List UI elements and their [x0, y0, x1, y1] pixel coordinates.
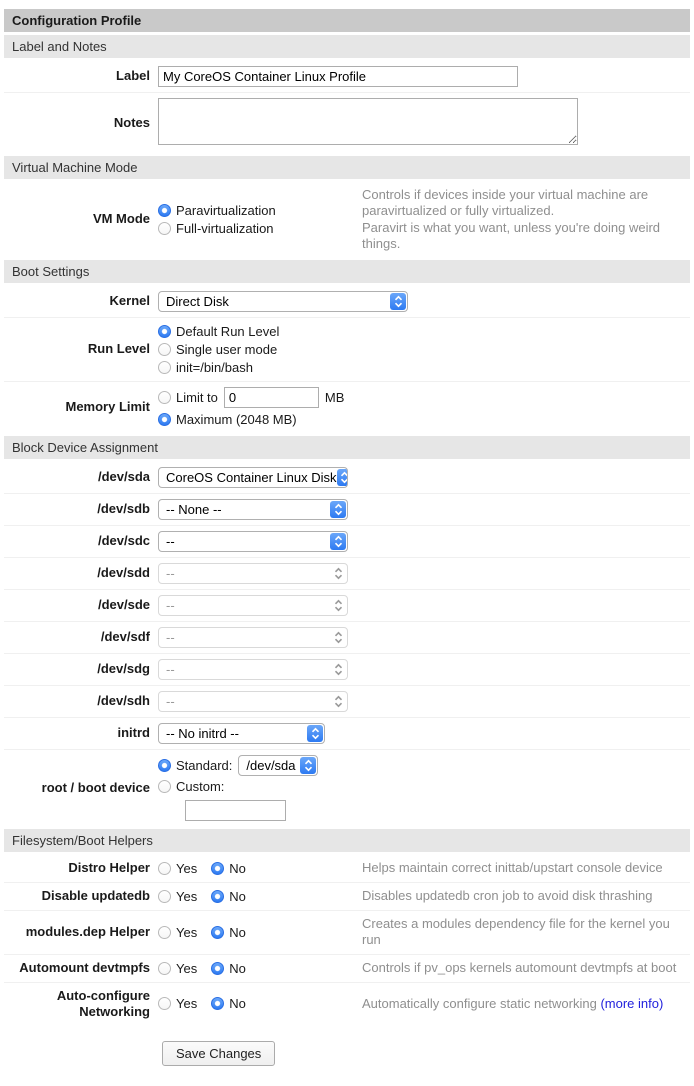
select-stepper-icon: [330, 565, 346, 582]
radio-label: Custom:: [176, 779, 225, 794]
helper-row-automount-devtmpfs: [4, 954, 690, 982]
root-standard-select-value: /dev/sda: [246, 758, 296, 773]
select-stepper-icon: [330, 533, 346, 550]
radio-label: Maximum (2048 MB): [176, 412, 297, 427]
radio-selected-icon: [158, 413, 171, 426]
helper-help: [362, 996, 690, 1012]
dev-sde-select: [158, 595, 348, 616]
block-device-label: /dev/sdh: [97, 693, 150, 709]
block-device-row: [4, 462, 690, 493]
dev-sdg-select-value: --: [166, 662, 175, 677]
radio-selected-icon: [158, 759, 171, 772]
select-stepper-icon: [330, 629, 346, 646]
radio-label: Limit to: [176, 390, 218, 405]
vm-mode-help: [362, 187, 690, 252]
block-device-label: /dev/sdb: [97, 501, 150, 517]
memory-limit-row: [4, 381, 690, 433]
kernel-label: Kernel: [109, 293, 150, 309]
radio-selected-icon: [211, 862, 224, 875]
label-row: [4, 61, 690, 92]
radio-unselected-icon: [158, 222, 171, 235]
radio-full-virtualization[interactable]: [158, 220, 362, 237]
radio-unselected-icon: [158, 391, 171, 404]
vm-mode-label: VM Mode: [92, 211, 150, 227]
radio-label: Standard:: [176, 758, 233, 773]
select-stepper-icon: [330, 693, 346, 710]
memory-limit-input[interactable]: [224, 387, 319, 408]
vm-mode-help-line1: Controls if devices inside your virtual machine are paravirtualized or fully virtualized.: [362, 187, 649, 219]
radio-no[interactable]: [211, 995, 246, 1012]
select-stepper-icon: [307, 725, 323, 742]
radio-no[interactable]: [211, 924, 246, 941]
radio-label: No: [229, 996, 246, 1012]
radio-selected-icon: [211, 890, 224, 903]
dev-sda-select-value: CoreOS Container Linux Disk: [166, 470, 337, 485]
radio-single-user-mode[interactable]: [158, 341, 690, 358]
page-title: Configuration Profile: [4, 9, 690, 32]
radio-yes[interactable]: [158, 924, 197, 941]
label-field-label: Label: [116, 68, 150, 84]
radio-label: Yes: [176, 861, 198, 876]
radio-label: Single user mode: [176, 342, 278, 357]
block-device-label: /dev/sda: [97, 469, 150, 485]
select-stepper-icon: [337, 469, 348, 486]
vm-mode-row: [4, 182, 690, 257]
select-stepper-icon: [300, 757, 316, 774]
helper-label: Automount devtmpfs: [19, 959, 150, 975]
radio-selected-icon: [211, 962, 224, 975]
root-custom-input[interactable]: [185, 800, 286, 821]
block-device-row: [4, 493, 690, 525]
root-boot-device-row: [4, 749, 690, 826]
radio-unselected-icon: [158, 997, 171, 1010]
profile-label-input[interactable]: [158, 66, 518, 87]
radio-label: Yes: [176, 996, 198, 1012]
radio-label: Yes: [176, 924, 198, 940]
radio-default-run-level[interactable]: [158, 323, 690, 340]
helper-help: Creates a modules dependency file for the kernel you run: [362, 916, 670, 948]
block-device-row: [4, 653, 690, 685]
section-virtual-machine-mode: Virtual Machine Mode: [4, 156, 690, 179]
dev-sdc-select[interactable]: [158, 531, 348, 552]
radio-no[interactable]: [211, 860, 246, 877]
block-device-row: [4, 589, 690, 621]
section-block-device-assignment: Block Device Assignment: [4, 436, 690, 459]
section-boot-settings: Boot Settings: [4, 260, 690, 283]
radio-yes[interactable]: [158, 860, 197, 877]
block-device-label: /dev/sde: [97, 597, 150, 613]
radio-yes[interactable]: [158, 888, 197, 905]
block-device-row: [4, 557, 690, 589]
radio-no[interactable]: [211, 888, 246, 905]
initrd-label: initrd: [117, 725, 150, 741]
radio-label: No: [229, 889, 246, 904]
radio-selected-icon: [211, 926, 224, 939]
dev-sdd-select: [158, 563, 348, 584]
dev-sda-select[interactable]: [158, 467, 348, 488]
run-level-label: Run Level: [87, 341, 150, 357]
radio-unselected-icon: [158, 862, 171, 875]
dev-sdb-select[interactable]: [158, 499, 348, 520]
select-stepper-icon: [330, 661, 346, 678]
helper-help: Helps maintain correct inittab/upstart console device: [362, 860, 663, 876]
radio-label: init=/bin/bash: [176, 360, 253, 375]
vm-mode-help-line2: Paravirt is what you want, unless you're doing weird things.: [362, 219, 661, 251]
radio-unselected-icon: [158, 343, 171, 356]
run-level-row: [4, 317, 690, 381]
section-filesystem-boot-helpers: Filesystem/Boot Helpers: [4, 829, 690, 852]
root-boot-device-label: root / boot device: [41, 779, 150, 795]
block-device-label: /dev/sdg: [97, 661, 150, 677]
memory-unit-label: MB: [324, 390, 345, 405]
radio-root-custom[interactable]: [158, 778, 690, 795]
kernel-row: [4, 286, 690, 317]
helper-help: Controls if pv_ops kernels automount devtmpfs at boot: [362, 959, 677, 975]
block-device-row: [4, 685, 690, 717]
radio-label: No: [229, 960, 246, 976]
radio-label: Full-virtualization: [176, 221, 274, 236]
helper-label: modules.dep Helper: [25, 924, 150, 940]
dev-sdf-select: [158, 627, 348, 648]
radio-unselected-icon: [158, 780, 171, 793]
radio-selected-icon: [158, 325, 171, 338]
dev-sdh-select-value: --: [166, 694, 175, 709]
radio-init-bin-bash[interactable]: [158, 359, 690, 376]
radio-memory-maximum[interactable]: [158, 411, 690, 428]
select-stepper-icon: [330, 501, 346, 518]
radio-label: No: [229, 924, 246, 940]
block-device-label: /dev/sdc: [97, 533, 150, 549]
notes-field-label: Notes: [113, 114, 150, 130]
more-info-link[interactable]: (more info): [600, 995, 664, 1011]
notes-row: [4, 92, 690, 153]
initrd-select-value: -- No initrd --: [166, 726, 239, 741]
radio-yes[interactable]: [158, 995, 197, 1012]
radio-unselected-icon: [158, 962, 171, 975]
radio-yes[interactable]: [158, 960, 197, 977]
dev-sde-select-value: --: [166, 598, 175, 613]
radio-selected-icon: [158, 204, 171, 217]
helper-row-auto-configure-networking: [4, 982, 690, 1026]
radio-label: Paravirtualization: [176, 203, 276, 218]
block-device-row: [4, 621, 690, 653]
dev-sdc-select-value: --: [166, 534, 175, 549]
radio-label: No: [229, 861, 246, 876]
block-device-label: /dev/sdf: [100, 629, 150, 645]
helper-label: Disable updatedb: [41, 888, 150, 904]
memory-limit-label: Memory Limit: [65, 399, 150, 415]
radio-no[interactable]: [211, 960, 246, 977]
radio-label: Yes: [176, 960, 198, 976]
select-stepper-icon: [330, 597, 346, 614]
helper-help: Disables updatedb cron job to avoid disk thrashing: [362, 888, 653, 904]
root-standard-select[interactable]: [238, 755, 318, 776]
section-label-and-notes: Label and Notes: [4, 35, 690, 58]
kernel-select-value: Direct Disk: [166, 294, 229, 309]
dev-sdg-select: [158, 659, 348, 680]
radio-label: Yes: [176, 889, 198, 904]
dev-sdf-select-value: --: [166, 630, 175, 645]
radio-unselected-icon: [158, 361, 171, 374]
dev-sdh-select: [158, 691, 348, 712]
radio-memory-limit-to[interactable]: [158, 389, 218, 406]
save-changes-button[interactable]: Save Changes: [162, 1041, 275, 1066]
helper-row-modules-dep: [4, 910, 690, 954]
helper-label: Distro Helper: [68, 860, 150, 876]
notes-textarea[interactable]: [158, 98, 578, 145]
helper-row-distro-helper: [4, 855, 690, 882]
block-device-label: /dev/sdd: [97, 565, 150, 581]
helper-row-disable-updatedb: [4, 882, 690, 910]
dev-sdb-select-value: -- None --: [166, 502, 222, 517]
block-device-row: [4, 525, 690, 557]
radio-selected-icon: [211, 997, 224, 1010]
initrd-select[interactable]: [158, 723, 325, 744]
initrd-row: [4, 717, 690, 749]
dev-sdd-select-value: --: [166, 566, 175, 581]
helper-label: Auto-configure Networking: [56, 987, 150, 1019]
helper-help-text: Automatically configure static networking: [362, 995, 597, 1011]
radio-unselected-icon: [158, 890, 171, 903]
radio-paravirtualization[interactable]: [158, 202, 362, 219]
kernel-select[interactable]: [158, 291, 408, 312]
radio-root-standard[interactable]: [158, 757, 232, 774]
select-stepper-icon: [390, 293, 406, 310]
radio-label: Default Run Level: [176, 324, 280, 339]
radio-unselected-icon: [158, 926, 171, 939]
